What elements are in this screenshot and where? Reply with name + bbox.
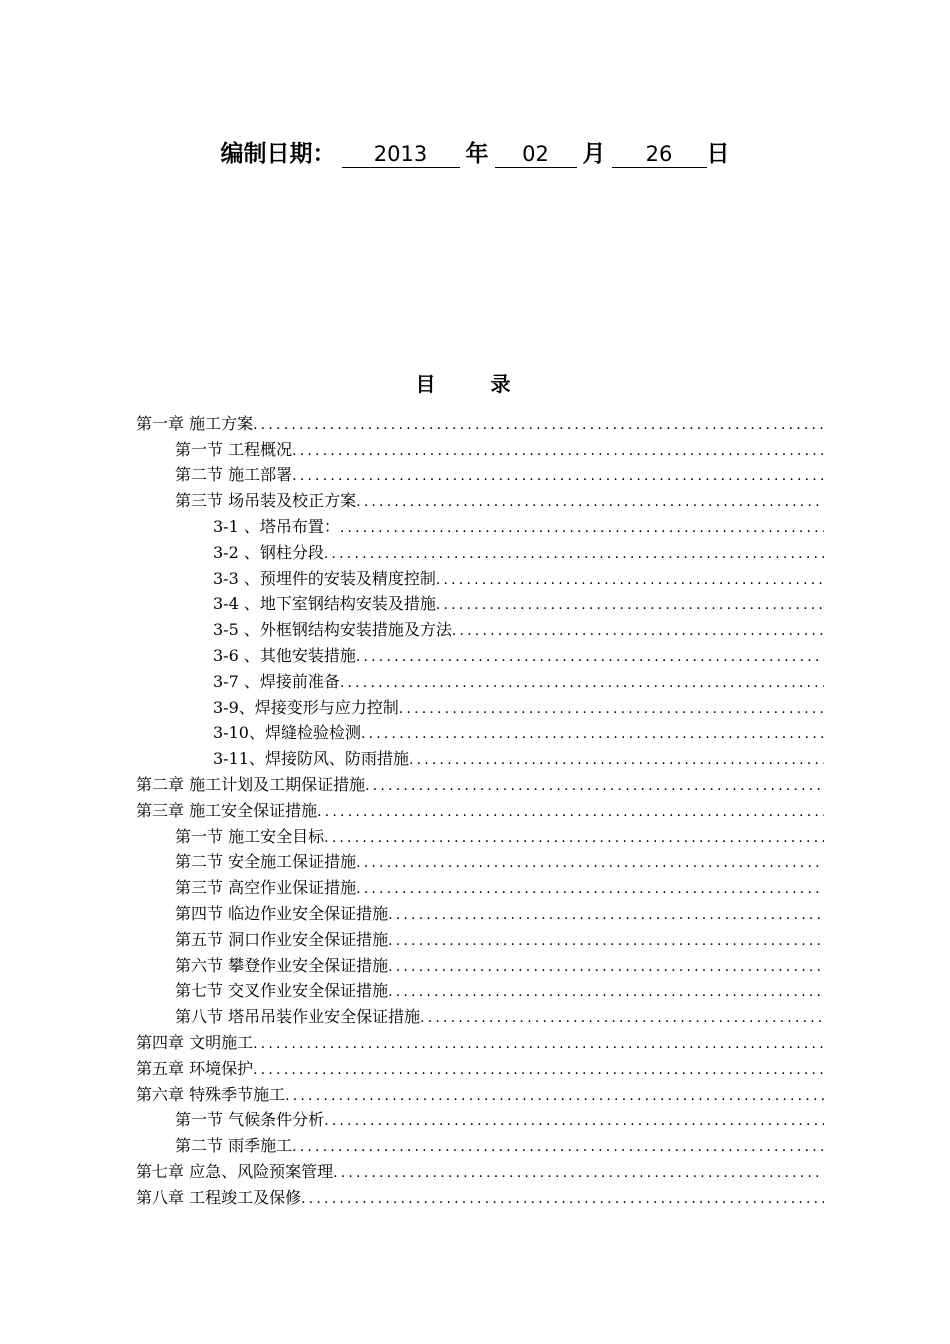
toc-entry: [136, 667, 824, 693]
toc-dot-leader: [399, 699, 824, 719]
toc-dot-leader: [356, 492, 824, 512]
toc-entry-label: 3-3 、预埋件的安装及精度控制: [213, 568, 436, 588]
day-unit: 日: [706, 141, 730, 167]
toc-dot-leader: [324, 544, 824, 564]
toc-entry: [136, 1106, 824, 1132]
toc-entry: [136, 409, 824, 435]
toc-entry-label: 第二节 施工部署: [175, 465, 293, 485]
toc-entry-label: 3-9、焊接变形与应力控制: [213, 697, 399, 717]
toc-entry: [136, 719, 824, 745]
year-unit: 年: [465, 141, 489, 167]
toc-dot-leader: [365, 776, 824, 796]
toc-dot-leader: [388, 931, 824, 951]
toc-dot-leader: [253, 1034, 824, 1054]
toc-entry: [136, 1157, 824, 1183]
toc-entry: [136, 977, 824, 1003]
toc-dot-leader: [356, 879, 824, 899]
toc-dot-leader: [292, 466, 824, 486]
toc-entry-label: 第三章 施工安全保证措施: [136, 800, 318, 820]
toc-entry: [136, 1028, 824, 1054]
toc-entry-label: 3-10、焊缝检验检测: [213, 723, 361, 743]
toc-entry: [136, 1183, 824, 1209]
table-of-contents: [136, 409, 824, 1209]
date-label: 编制日期：: [220, 141, 336, 167]
date-year-field: 2013: [342, 141, 460, 168]
compile-date-line: [0, 138, 950, 170]
toc-dot-leader: [340, 518, 824, 538]
toc-entry: [136, 873, 824, 899]
toc-entry-label: 3-1 、塔吊布置：: [213, 516, 340, 536]
toc-entry-label: 第八节 塔吊吊装作业安全保证措施: [175, 1007, 421, 1027]
toc-title: 目 录: [415, 372, 535, 396]
toc-dot-leader: [436, 595, 824, 615]
toc-dot-leader: [285, 1086, 824, 1106]
toc-entry-label: 第一章 施工方案: [136, 413, 254, 433]
toc-entry-label: 第五节 洞口作业安全保证措施: [175, 929, 389, 949]
toc-entry-label: 第三节 场吊装及校正方案: [175, 491, 357, 511]
toc-entry-label: 3-4 、地下室钢结构安装及措施: [213, 594, 436, 614]
toc-entry-label: 第二节 安全施工保证措施: [175, 852, 357, 872]
toc-dot-leader: [253, 1060, 824, 1080]
toc-dot-leader: [361, 724, 824, 744]
toc-dot-leader: [324, 1111, 824, 1131]
toc-dot-leader: [340, 673, 824, 693]
toc-entry: [136, 538, 824, 564]
toc-dot-leader: [388, 982, 824, 1002]
toc-entry: [136, 461, 824, 487]
toc-entry: [136, 590, 824, 616]
toc-entry: [136, 435, 824, 461]
toc-entry-label: 第一节 气候条件分析: [175, 1110, 325, 1130]
toc-entry-label: 第三节 高空作业保证措施: [175, 878, 357, 898]
toc-dot-leader: [317, 802, 824, 822]
toc-entry-label: 第七节 交叉作业安全保证措施: [175, 981, 389, 1001]
month-unit: 月: [582, 141, 606, 167]
toc-entry-label: 第七章 应急、风险预案管理: [136, 1161, 334, 1181]
toc-entry: [136, 796, 824, 822]
toc-entry-label: 3-2 、钢柱分段: [213, 542, 324, 562]
toc-entry: [136, 615, 824, 641]
toc-entry-label: 3-11、焊接防风、防雨措施: [213, 749, 409, 769]
toc-entry-label: 第六节 攀登作业安全保证措施: [175, 955, 389, 975]
toc-entry: [136, 848, 824, 874]
date-day-field: 26: [612, 141, 707, 168]
toc-entry: [136, 693, 824, 719]
toc-entry-label: 第四节 临边作业安全保证措施: [175, 903, 389, 923]
toc-entry-label: 第二节 雨季施工: [175, 1136, 293, 1156]
toc-dot-leader: [292, 441, 824, 461]
toc-entry-label: 第二章 施工计划及工期保证措施: [136, 774, 366, 794]
toc-dot-leader: [409, 750, 824, 770]
toc-dot-leader: [452, 621, 824, 641]
toc-entry: [136, 1054, 824, 1080]
toc-dot-leader: [420, 1008, 824, 1028]
toc-entry: [136, 899, 824, 925]
toc-entry: [136, 1080, 824, 1106]
toc-entry-label: 第八章 工程竣工及保修: [136, 1187, 302, 1207]
toc-dot-leader: [388, 905, 824, 925]
toc-entry-label: 第四章 文明施工: [136, 1032, 254, 1052]
toc-entry: [136, 744, 824, 770]
toc-entry-label: 第六章 特殊季节施工: [136, 1084, 286, 1104]
toc-entry-label: 3-6 、其他安装措施: [213, 645, 356, 665]
toc-entry-label: 第一节 工程概况: [175, 439, 293, 459]
toc-dot-leader: [436, 570, 824, 590]
toc-dot-leader: [356, 647, 824, 667]
toc-dot-leader: [253, 415, 824, 435]
toc-entry: [136, 925, 824, 951]
toc-entry: [136, 951, 824, 977]
toc-dot-leader: [301, 1189, 824, 1209]
toc-dot-leader: [292, 1137, 824, 1157]
toc-dot-leader: [388, 957, 824, 977]
toc-dot-leader: [333, 1163, 824, 1183]
toc-dot-leader: [324, 828, 824, 848]
date-month-field: 02: [495, 141, 577, 168]
toc-entry-label: 3-5 、外框钢结构安装措施及方法: [213, 620, 452, 640]
toc-dot-leader: [356, 853, 824, 873]
toc-entry: [136, 1002, 824, 1028]
toc-entry: [136, 770, 824, 796]
toc-entry-label: 第五章 环境保护: [136, 1058, 254, 1078]
toc-entry: [136, 1131, 824, 1157]
toc-entry: [136, 641, 824, 667]
toc-entry: [136, 512, 824, 538]
toc-entry-label: 第一节 施工安全目标: [175, 826, 325, 846]
toc-entry-label: 3-7 、焊接前准备: [213, 671, 340, 691]
toc-entry: [136, 822, 824, 848]
toc-entry: [136, 486, 824, 512]
toc-entry: [136, 564, 824, 590]
